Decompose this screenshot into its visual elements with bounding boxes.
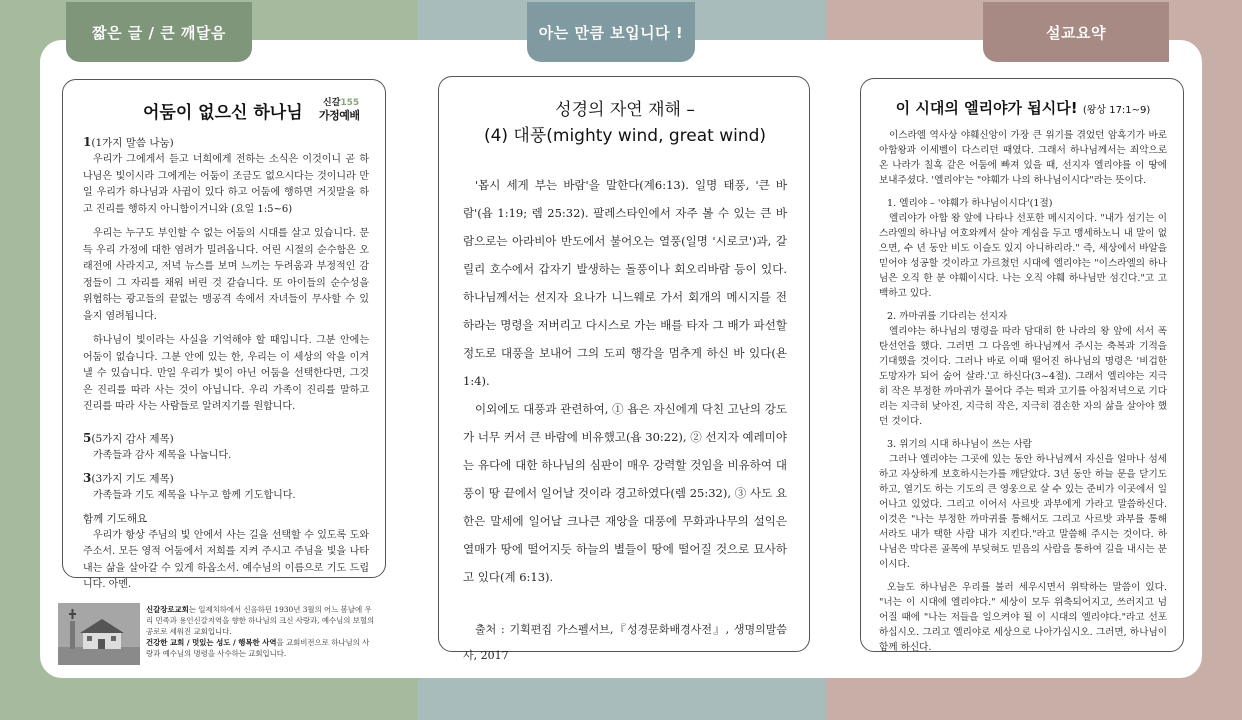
scripture-verse: 우리가 그에게서 듣고 너희에게 전하는 소식은 이것이니 곧 하나님은 빛이시라 그에게는 어둠이 조금도 없으시다는 것이니라 만일 우리가 하나님과 사귐이 있다 하고 어둠에 행하면 거짓말을 하고 진리를 행하지 아니함이거니와 (요일 1:5~6) [83, 154, 369, 215]
section-heading-1: 1(1가지 말씀 나눔) [83, 135, 174, 149]
article-paragraph: 이외에도 대풍과 관련하여, ① 욥은 자신에게 닥친 고난의 강도가 너무 커서 큰 바람에 비유했고(욥 30:22), ② 선지자 예레미야는 유다에 대한 하나님의 심판이 매우 강력할 것임을 비유하여 대풍이 땅 끝에서 일어날 것이라 경고하였다(렘 25:32), ③ 사도 요한은 말세에 일어날 크나큰 재앙을 대풍에 무화과나무의 설익은 열매가 땅에 떨어지듯 하늘의 별들이 땅에 떨어질 것으로 묘사하고 있다(계 6:13). [463, 402, 787, 584]
church-photo [58, 603, 140, 665]
logo-top: 신갈155 [323, 98, 360, 108]
bible-knowledge-panel [438, 76, 810, 662]
article-title: 성경의 자연 재해 – (4) 대풍(mighty wind, great wind) [483, 100, 767, 146]
article-paragraph: '몹시 세게 부는 바람'을 말한다(계6:13). 일명 태풍, '큰 바람'(욥 1:19; 렘 25:32). 팔레스타인에서 자주 볼 수 있는 큰 바람으로는 아라비아 반도에서 불어오는 열풍(일명 '시로코')과, 갈릴리 호수에서 갑자기 발생하는 돌풍이나 회오리바람 등이 있다. 하나님께서는 선지자 요나가 니느웨로 가서 회개의 메시지를 전하라는 명령을 저버리고 다시스로 가는 배를 타자 그 배가 파선할 정도로 대풍을 보내어 그의 도피 행각을 멈추게 하신 바 있다(욘1:4). [463, 178, 787, 388]
logo-bottom: 가정예배 [319, 109, 360, 122]
sermon-title: 이 시대의 엘리야가 됩시다! (왕상 17:1~9) [895, 99, 1151, 117]
family-worship-logo [319, 96, 369, 124]
sermon-closing: 오늘도 하나님은 우리를 불러 세우시면서 위탁하는 말씀이 있다. "너는 이 시대에 엘리야다." 세상이 모두 위축되어지고, 쓰러지고 넘어질 때에 "나는 저들을 일으켜야 될 이 시대의 엘리야다."라고 선포하십시오. 그리고 엘리야로 세상으로 나아가십시오. 그러면, 하나님이 함께 하신다. [879, 582, 1167, 653]
family-worship-panel [62, 79, 386, 590]
sermon-summary-panel [860, 78, 1184, 652]
tab-short-writing[interactable]: 짧은 글 / 큰 깨달음 [66, 2, 252, 62]
tab-sermon-summary[interactable]: 설교요약 [983, 2, 1169, 62]
sermon-point-heading: 3. 위기의 시대 하나님이 쓰는 사람 [887, 439, 1032, 450]
paragraph: 하나님이 빛이라는 사실을 기억해야 할 때입니다. 그분 안에는 어둠이 없습니다. 그분 안에 있는 한, 우리는 이 세상의 악을 이겨 낼 수 있습니다. 만일 우리가 빛이 아닌 어둠을 선택한다면, 그것은 진리를 따라 사는 것이 아닙니다. 우리 가족이 진리를 말하고 진리를 따라 사는 사람들로 알려지기를 원합니다. [83, 335, 369, 412]
title-row [83, 94, 369, 128]
sermon-intro: 이스라엘 역사상 야훼신앙이 가장 큰 위기를 겪었던 암흑기가 바로 아합왕과 이세벨이 다스리던 때였다. 그래서 하나님께서는 죄악으로 온 나라가 칠흑 같은 어둠에 빠져 있을 때, 선지자 엘리야를 이 땅에 보내주셨다. '엘리야'는 "야훼가 나의 하나님이시다"라는 뜻이다. [879, 130, 1167, 186]
church-illustration [58, 603, 140, 665]
article-source: 출처 : 기획편집 가스펠서브,『성경문화배경사전』, 생명의말씀사, 2017 [463, 623, 787, 662]
sermon-point-heading: 1. 엘리야 – '야훼가 하나님이시다'(1절) [887, 198, 1053, 209]
sermon-point-text: 그러나 엘리야는 그곳에 있는 동안 하나님께서 자신을 얼마나 섬세하고 자상하게 보호하시는가를 깨닫았다. 3년 동안 하늘 문을 닫기도 하고, 열기도 하는 기도의 큰 영웅으로 살 수 있는 준비가 이곳에서 일어나고 있었다. 그리고 이어서 사르밧 과부에게 가라고 말씀하신다. 이것은 "나는 부정한 까마귀를 통해서도 그리고 사르밧 과부를 통해서라도 내가 택한 사람 내가 지킨다."라고 말씀해 주시는 것이다. 하나님은 막다른 골목에 부딪혀도 믿음의 사람을 통하여 길을 내시는 분이시다. [879, 454, 1167, 570]
sermon-point-text: 엘리야는 하나님의 명령을 따라 담대히 한 나라의 왕 앞에 서서 폭탄선언을 했다. 그러면 그 다음엔 하나님께서 주시는 축복과 기적을 기대했을 것이다. 그러나 바로 이때 떨어진 하나님의 명령은 '비겁한 도망자가 되어 숨어 살라.'고 하신다(3~4절). 그래서 엘리야는 지극히 작은 부정한 까마귀가 물어다 주는 떡과 고기를 아침저녁으로 기다리는 지극히 낮아진, 지극히 작은, 지극히 겸손한 자의 삶을 살아야 했던 것이다. [879, 326, 1167, 427]
tab-knowledge[interactable]: 아는 만큼 보입니다 ! [527, 2, 695, 62]
sermon-point-text: 엘리야가 아합 왕 앞에 나타나 선포한 메시지이다. "내가 섬기는 이스라엘의 하나님 여호와께서 살아 계심을 두고 맹세하노니 내 말이 없으면, 수 년 동안 비도 이슬도 있지 아니하리라." 즉, 세상에서 바알을 믿어야 성공할 것이라고 가르쳤던 시대에 엘리야는 "이스라엘의 하나님은 오직 한 분 야훼이시다. 나는 오직 야훼 하나님만 섬긴다."고 고백하고 있다. [879, 213, 1167, 299]
section-heading-3: 3(3가지 기도 제목) [83, 471, 174, 485]
section-heading-5: 5(5가지 감사 제목) [83, 430, 174, 445]
church-description: 신갈장로교회는 일제치하에서 신음하던 1930년 3월의 어느 봄날에 우리 민족과 용인신갈지역을 향한 하나님의 크신 사랑과, 예수님의 보혈의 공로로 세워진 교회입니다. 건강한 교회 / 멋있는 성도 / 행복한 사역을 교회비전으로 하나님의 사랑과 예수님의 명령을 사수하는 교회입니다. [146, 605, 375, 658]
sermon-point-heading: 2. 까마귀를 기다리는 선지자 [887, 311, 1008, 322]
page-title: 어둠이 없으신 하나님 [143, 103, 303, 123]
section-heading-pray: 함께 기도해요 [83, 512, 148, 525]
paragraph: 우리는 누구도 부인할 수 없는 어둠의 시대를 살고 있습니다. 문득 우리 가정에 대한 염려가 밀려옵니다. 어린 시절의 순수함은 오래전에 사라지고, 저녁 뉴스를 보며 느끼는 두려움과 부정적인 감정들이 그 자리를 채워 버린 것 같습니다. 또 아이들의 순수성을 위협하는 광고들의 끝없는 맹공격 속에서 자녀들이 무사할 수 있을지 염려됩니다. [83, 228, 369, 322]
prayer-topics-text: 가족들과 기도 제목을 나누고 함께 기도합니다. [93, 490, 296, 501]
prayer-text: 우리가 항상 주님의 빛 안에서 사는 길을 선택할 수 있도록 도와주소서. 모든 영적 어둠에서 저희를 지켜 주시고 주님을 빛을 나타내는 삶을 살아갈 수 있게 하옵소서. 예수님의 이름으로 기도 드립니다. 아멘. [83, 529, 369, 590]
thanks-text: 가족들과 감사 제목을 나눕니다. [93, 449, 232, 461]
